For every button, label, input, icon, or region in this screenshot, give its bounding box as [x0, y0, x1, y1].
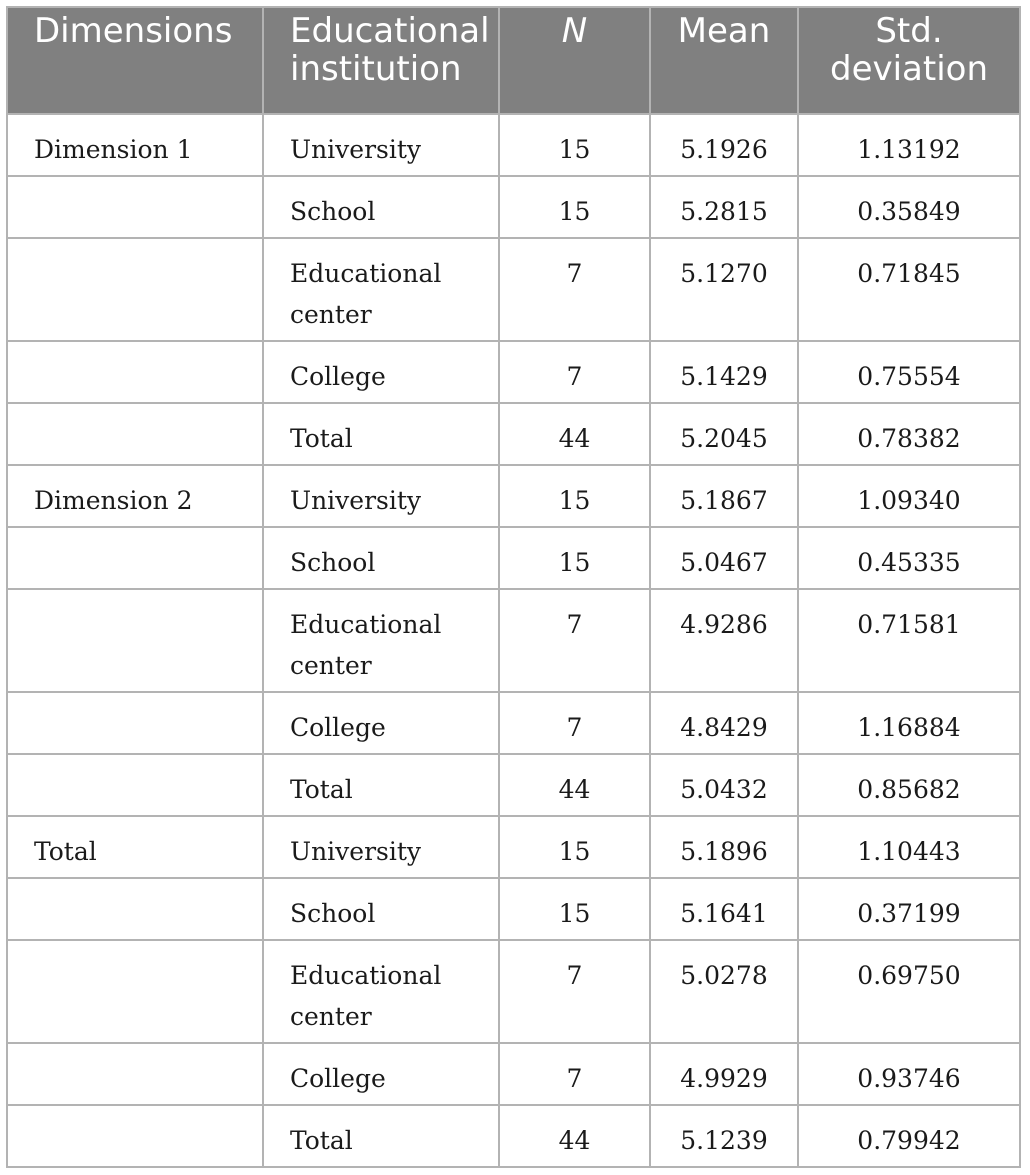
mean-cell: 4.9286 [650, 589, 798, 692]
dimension-cell [7, 1043, 263, 1105]
header-std-deviation: Std. deviation [798, 7, 1020, 114]
std-deviation-cell: 0.75554 [798, 341, 1020, 403]
std-deviation-cell: 0.79942 [798, 1105, 1020, 1167]
n-cell: 7 [499, 341, 650, 403]
table-row [7, 816, 1020, 878]
std-deviation-cell: 0.69750 [798, 940, 1020, 1043]
table-row [7, 238, 1020, 341]
institution-cell: College [263, 692, 499, 754]
header-row [7, 7, 1020, 114]
std-deviation-cell: 0.71845 [798, 238, 1020, 341]
dimension-cell [7, 589, 263, 692]
table-row [7, 589, 1020, 692]
n-cell: 7 [499, 1043, 650, 1105]
statistics-table [6, 6, 1021, 1168]
institution-cell: Educational center [263, 589, 499, 692]
dimension-cell [7, 1105, 263, 1167]
dimension-cell [7, 176, 263, 238]
table-row [7, 1043, 1020, 1105]
dimension-cell [7, 238, 263, 341]
mean-cell: 5.1270 [650, 238, 798, 341]
header-dimensions: Dimensions [7, 7, 263, 114]
institution-cell: School [263, 176, 499, 238]
mean-cell: 4.9929 [650, 1043, 798, 1105]
dimension-cell [7, 754, 263, 816]
institution-cell: Total [263, 403, 499, 465]
std-deviation-cell: 0.45335 [798, 527, 1020, 589]
institution-cell: College [263, 1043, 499, 1105]
institution-cell: Total [263, 754, 499, 816]
table-row [7, 341, 1020, 403]
institution-cell: University [263, 816, 499, 878]
institution-cell: College [263, 341, 499, 403]
institution-cell: School [263, 878, 499, 940]
dimension-cell [7, 692, 263, 754]
table-row [7, 878, 1020, 940]
n-cell: 15 [499, 465, 650, 527]
n-cell: 7 [499, 589, 650, 692]
table-row [7, 465, 1020, 527]
institution-cell: Educational center [263, 940, 499, 1043]
institution-cell: University [263, 114, 499, 176]
std-deviation-cell: 0.35849 [798, 176, 1020, 238]
n-cell: 15 [499, 176, 650, 238]
dimension-cell [7, 940, 263, 1043]
mean-cell: 5.1896 [650, 816, 798, 878]
std-deviation-cell: 0.71581 [798, 589, 1020, 692]
n-cell: 15 [499, 114, 650, 176]
mean-cell: 5.1867 [650, 465, 798, 527]
institution-cell: School [263, 527, 499, 589]
n-cell: 15 [499, 878, 650, 940]
dimension-cell [7, 403, 263, 465]
table-row [7, 403, 1020, 465]
n-cell: 44 [499, 1105, 650, 1167]
dimension-cell [7, 878, 263, 940]
institution-cell: University [263, 465, 499, 527]
n-cell: 15 [499, 816, 650, 878]
n-cell: 15 [499, 527, 650, 589]
dimension-cell [7, 527, 263, 589]
header-n: N [499, 7, 650, 114]
std-deviation-cell: 0.78382 [798, 403, 1020, 465]
mean-cell: 5.2815 [650, 176, 798, 238]
mean-cell: 5.1926 [650, 114, 798, 176]
table-row [7, 176, 1020, 238]
mean-cell: 5.0432 [650, 754, 798, 816]
n-cell: 7 [499, 238, 650, 341]
std-deviation-cell: 0.93746 [798, 1043, 1020, 1105]
institution-cell: Total [263, 1105, 499, 1167]
institution-cell: Educational center [263, 238, 499, 341]
header-institution: Educational institution [263, 7, 499, 114]
std-deviation-cell: 0.37199 [798, 878, 1020, 940]
dimension-cell: Total [7, 816, 263, 878]
dimension-cell: Dimension 1 [7, 114, 263, 176]
header-mean: Mean [650, 7, 798, 114]
table-row [7, 114, 1020, 176]
mean-cell: 5.2045 [650, 403, 798, 465]
std-deviation-cell: 0.85682 [798, 754, 1020, 816]
n-cell: 44 [499, 403, 650, 465]
table-row [7, 940, 1020, 1043]
table-body [7, 114, 1020, 1167]
mean-cell: 5.1641 [650, 878, 798, 940]
table-row [7, 527, 1020, 589]
table-row [7, 692, 1020, 754]
std-deviation-cell: 1.13192 [798, 114, 1020, 176]
table-header [7, 7, 1020, 114]
std-deviation-cell: 1.10443 [798, 816, 1020, 878]
n-cell: 7 [499, 692, 650, 754]
dimension-cell [7, 341, 263, 403]
mean-cell: 4.8429 [650, 692, 798, 754]
table-container [6, 6, 1021, 1168]
table-row [7, 754, 1020, 816]
mean-cell: 5.0467 [650, 527, 798, 589]
mean-cell: 5.1429 [650, 341, 798, 403]
n-cell: 7 [499, 940, 650, 1043]
mean-cell: 5.1239 [650, 1105, 798, 1167]
dimension-cell: Dimension 2 [7, 465, 263, 527]
mean-cell: 5.0278 [650, 940, 798, 1043]
std-deviation-cell: 1.16884 [798, 692, 1020, 754]
table-row [7, 1105, 1020, 1167]
n-cell: 44 [499, 754, 650, 816]
std-deviation-cell: 1.09340 [798, 465, 1020, 527]
